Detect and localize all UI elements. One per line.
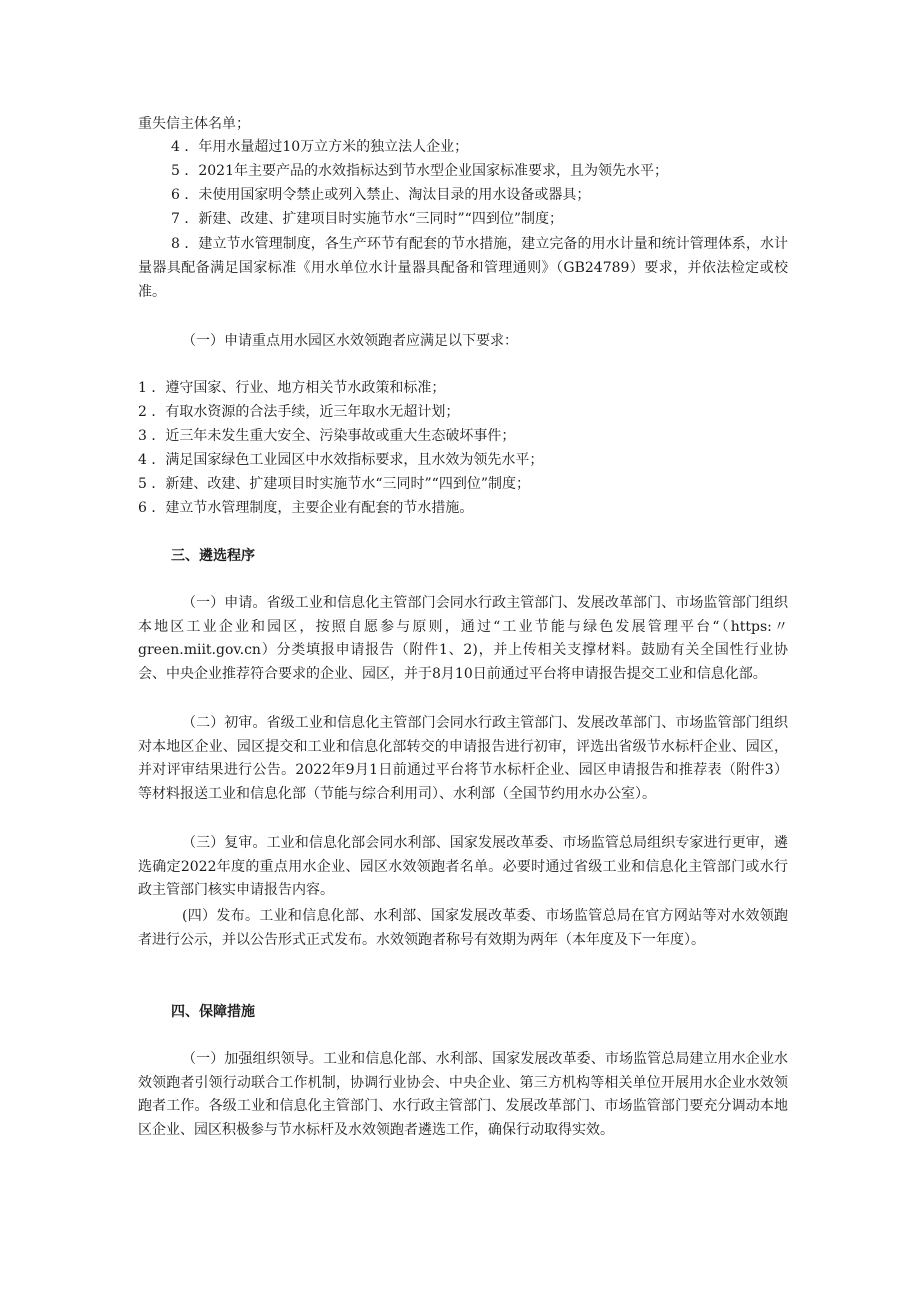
procedure-application: （一）申请。省级工业和信息化主管部门会同水行政主管部门、发展改革部门、市场监管部门组织本地区工业企业和园区，按照自愿参与原则，通过“工业节能与绿色发展管理平台“（https:〃green.miit.gov.cn）分类填报申请报告（附件1、2)，并上传相关支撑材料。鼓励有关全国性行业协会、中央企业推荐符合要求的企业、园区，并于8月10日前通过平台将申请报告提交工业和信息化部。 — [138, 595, 788, 682]
list-line-continuation: 重失信主体名单； — [138, 116, 250, 132]
park-requirement-1: 1 ．遵守国家、行业、地方相关节水政策和标准； — [138, 380, 446, 396]
enterprise-requirement-4: 4 ．年用水量超过10万立方米的独立法人企业； — [171, 139, 469, 155]
procedure-preliminary-review: （二）初审。省级工业和信息化主管部门会同水行政主管部门、发展改革部门、市场监管部门组织对本地区企业、园区提交和工业和信息化部转交的申请报告进行初审，评选出省级节水标杆企业、园区，并对评审结果进行公告。2022年9月1日前通过平台将节水标杆企业、园区申请报告和推荐表（附件3）等材料报送工业和信息化部（节能与综合利用司）、水利部（全国节约用水办公室）。 — [138, 715, 788, 802]
park-requirement-4: 4 ．满足国家绿色工业园区中水效指标要求，且水效为领先水平； — [138, 452, 544, 468]
procedure-release: (四）发布。工业和信息化部、水利部、国家发展改革委、市场监管总局在官方网站等对水效领跑者进行公示，并以公告形式正式发布。水效领跑者称号有效期为两年（本年度及下一年度）。 — [138, 908, 788, 948]
safeguard-organization-leadership: （一）加强组织领导。工业和信息化部、水利部、国家发展改革委、市场监管总局建立用水企业水效领跑者引领行动联合工作机制，协调行业协会、中央企业、第三方机构等相关单位开展用水企业水效领跑者工作。各级工业和信息化主管部门、水行政主管部门、发展改革部门、市场监管部门要充分调动本地区企业、园区积极参与节水标杆及水效领跑者遴选工作，确保行动取得实效。 — [138, 1051, 788, 1138]
park-requirement-3: 3 ．近三年未发生重大安全、污染事故或重大生态破坏事件； — [138, 428, 516, 444]
section-heading-selection-procedure: 三、遴选程序 — [171, 548, 255, 564]
enterprise-requirement-8: 8 ．建立节水管理制度，各生产环节有配套的节水措施，建立完备的用水计量和统计管理体系，水计量器具配备满足国家标准《用水单位水计量器具配备和管理通则》（GB24789）要求，并依法检定或校准。 — [138, 236, 788, 300]
enterprise-requirement-7: 7 ．新建、改建、扩建项目时实施节水“三同时”“四到位”制度； — [171, 211, 563, 227]
procedure-re-review: （三）复审。工业和信息化部会同水利部、国家发展改革委、市场监管总局组织专家进行更审，遴选确定2022年度的重点用水企业、园区水效领跑者名单。必要时通过省级工业和信息化主管部门或水行政主管部门核实申请报告内容。 — [138, 835, 788, 898]
section-heading-safeguard-measures: 四、保障措施 — [171, 1004, 255, 1020]
enterprise-requirement-5: 5 ．2021年主要产品的水效指标达到节水型企业国家标准要求，且为领先水平； — [171, 163, 668, 179]
park-requirements-heading: （一）申请重点用水园区水效领跑者应满足以下要求： — [182, 333, 518, 349]
park-requirement-5: 5 ．新建、改建、扩建项目时实施节水“三同时”“四到位”制度； — [138, 476, 530, 492]
enterprise-requirement-6: 6 ．未使用国家明令禁止或列入禁止、淘汰目录的用水设备或器具； — [171, 187, 591, 203]
park-requirement-6: 6 ．建立节水管理制度，主要企业有配套的节水措施。 — [138, 500, 474, 516]
park-requirement-2: 2 ．有取水资源的合法手续，近三年取水无超计划； — [138, 404, 460, 420]
